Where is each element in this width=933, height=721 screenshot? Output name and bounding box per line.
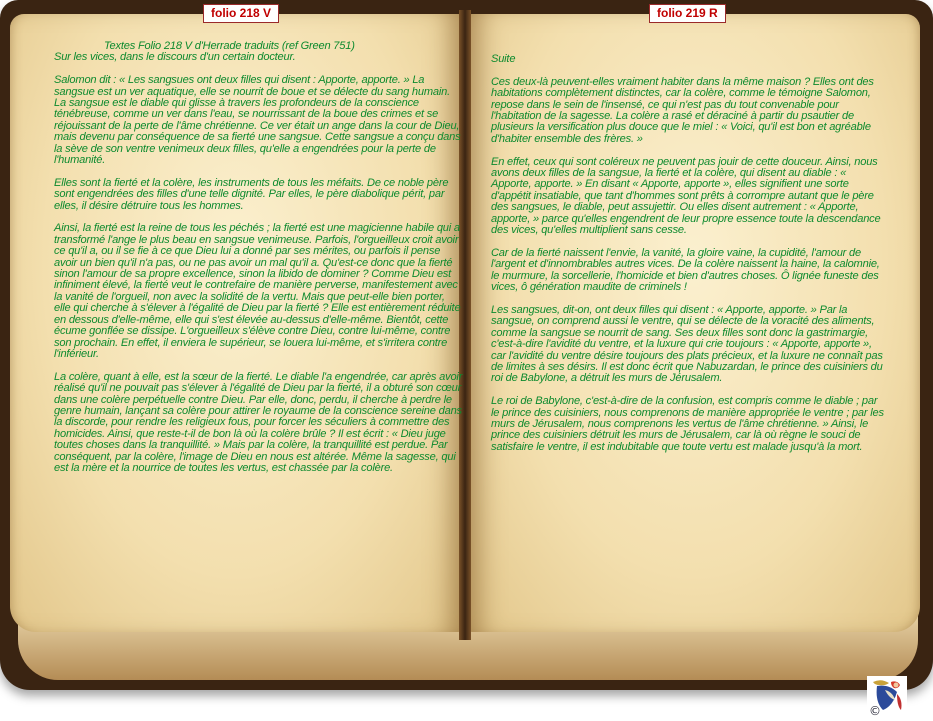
paragraph: Salomon dit : « Les sangsues ont deux filles qui disent : Apporte, apporte. » La sangsue est un ver aquatique, elle se nourrit de boue et se délecte du sang humain. La sangsue est le diable qui glisse à travers les profondeurs de la conscience ténébreuse, comme un ver dans l'eau, se nourrissant de la boue des crimes et se réjouissant de la perte de l'âme chrétienne. Ce ver était un ange dans la cour de Dieu, mais devenu par conséquence de sa fierté une sangsue. Cette sangsue a conçu dans la sève de son ventre venimeux deux filles, qu'elle a engendrées pour la perte de l'humanité.: [54, 74, 461, 167]
right-page-text: [491, 54, 886, 453]
paragraph: Suite: [491, 53, 516, 65]
paragraph: Car de la fierté naissent l'envie, la vanité, la gloire vaine, la cupidité, l'amour de l'argent et d'innombrables autres vices. De la colère naissent la haine, la calomnie, le murmure, la sorcellerie, l'homicide et bien d'autres choses. Ô lignée funeste des vices, ô génération maudite de criminels !: [491, 246, 880, 294]
logo: [867, 676, 907, 718]
paragraph: Ainsi, la fierté est la reine de tous les péchés ; la fierté est une magicienne habile qui a transformé l'ange le plus beau en sangsue venimeuse. Parfois, l'orgueilleux croit avoir ce qu'il a, ou il se fie à ce que Dieu lui a donné par ses mérites, ou parfois il pense avoir un bien qu'il n'a pas, ou ne pas avoir un mal qu'il a. Qu'est-ce donc que la fierté sinon l'amour de sa propre excellence, sinon la libido de dominer ? Comme Dieu est infiniment élevé, la fierté veut le contrefaire de manière perverse, manifestement avec la vanité de l'orgueil, non avec la solidité de la vertu. Mais que peut-elle bien porter, elle qui cherche à s'élever à l'égalité de Dieu par la fierté ? Elle est entièrement réduite en dessous d'elle-même, elle qui s'est élevée au-dessus d'elle-même. Bientôt, cette écume gonflée se dissipe. L'orgueilleux s'élève contre Dieu, contre lui-même, contre son prochain. En effet, il enviera le supérieur, se louera lui-même, et s'irritera contre l'inférieur.: [54, 222, 461, 360]
folio-label-right: folio 219 R: [649, 4, 726, 23]
paragraph: Sur les vices, dans le discours d'un certain docteur.: [54, 51, 296, 64]
left-page-text: [54, 41, 464, 474]
folio-label-left: folio 218 V: [203, 4, 279, 23]
paragraph: Les sangsues, dit-on, ont deux filles qui disent : « Apporte, apporte. » Par la sangsue, on comprend aussi le ventre, qui se délecte de la voracité des aliments, comme la sangsue se nourrit de sang. Ses deux filles sont donc la gastrimargie, c'est-à-dire l'avidité du ventre, et la luxure qui crie toujours : « Apporte, apporte », car l'avidité du ventre désire toujours des plats précieux, et la luxure ne connaît pas de limites à ses désirs. Il est donc écrit que Nabuzardan, le prince des cuisiniers du roi de Babylone, a détruit les murs de Jérusalem.: [491, 303, 883, 385]
paragraph: Elles sont la fierté et la colère, les instruments de tous les méfaits. De ce noble père sont engendrées des filles d'une telle dignité. Par elles, le père diabolique périt, par elles, il désire détruire tous les hommes.: [54, 176, 449, 212]
paragraph: La colère, quant à elle, est la sœur de la fierté. Le diable l'a engendrée, car après avoir réalisé qu'il ne pouvait pas s'élever à l'égalité de Dieu par la fierté, il a obturé son cœur dans une colère perpétuelle contre Dieu. Par elle, donc, perdu, il cherche à perdre le genre humain, lançant sa colère pour attirer le royaume de la conscience sereine dans la discorde, pour rendre les religieux fous, pour forcer les séculiers à commettre des homicides. Ainsi, que reste-t-il de bon là où la colère brûle ? Il est écrit : « Dieu juge toutes choses dans la tranquillité. » Mais par la colère, la tranquillité est perdue. Par conséquent, par la colère, l'image de Dieu en nous est altérée. Même la sagesse, qui est la mère et la nourrice de toutes les vertus, est chassée par la colère.: [54, 370, 463, 474]
paragraph: Le roi de Babylone, c'est-à-dire de la confusion, est compris comme le diable ; par le prince des cuisiniers, nous comprenons de manière appropriée le ventre ; par les murs de Jérusalem, nous comprenons les vertus de l'âme chrétienne. » Ainsi, le prince des cuisiniers détruit les murs de Jérusalem, car là où règne le souci de satisfaire le ventre, il est indubitable que toute vertu est malade jusqu'à la mort.: [491, 395, 884, 453]
paragraph: Ces deux-là peuvent-elles vraiment habiter dans la même maison ? Elles ont des habitations complètement distinctes, car la colère, comme le témoigne Salomon, repose dans le sein de l'insensé, ce qui n'est pas du tout convenable pour l'habitation de la sagesse. La colère a rasé et déraciné à partir du psautier de plusieurs la versification plus douce que le miel : « Voici, qu'il est bon et agréable d'habiter ensemble des frères. »: [491, 75, 874, 145]
left-page-heading: Textes Folio 218 V d'Herrade traduits (ref Green 751): [104, 40, 355, 52]
paragraph: En effet, ceux qui sont coléreux ne peuvent pas jouir de cette douceur. Ainsi, nous avons deux filles de la sangsue, la fierté et la colère, qui disent au diable : « Apporte, apporte. » En disant « Apporte, apporte », elles signifient une sorte d'appétit insatiable, que tant d'hommes sont prêts à corrompre autant que le père des sangsues, le diable, peut assujettir. Ou elles disent autrement : « Apporte, apporte, » parce qu'elles engendrent de leur propre essence toute la descendance des vices, qu'elles multiplient sans cesse.: [491, 155, 881, 237]
copyright-symbol: ©: [869, 704, 881, 718]
